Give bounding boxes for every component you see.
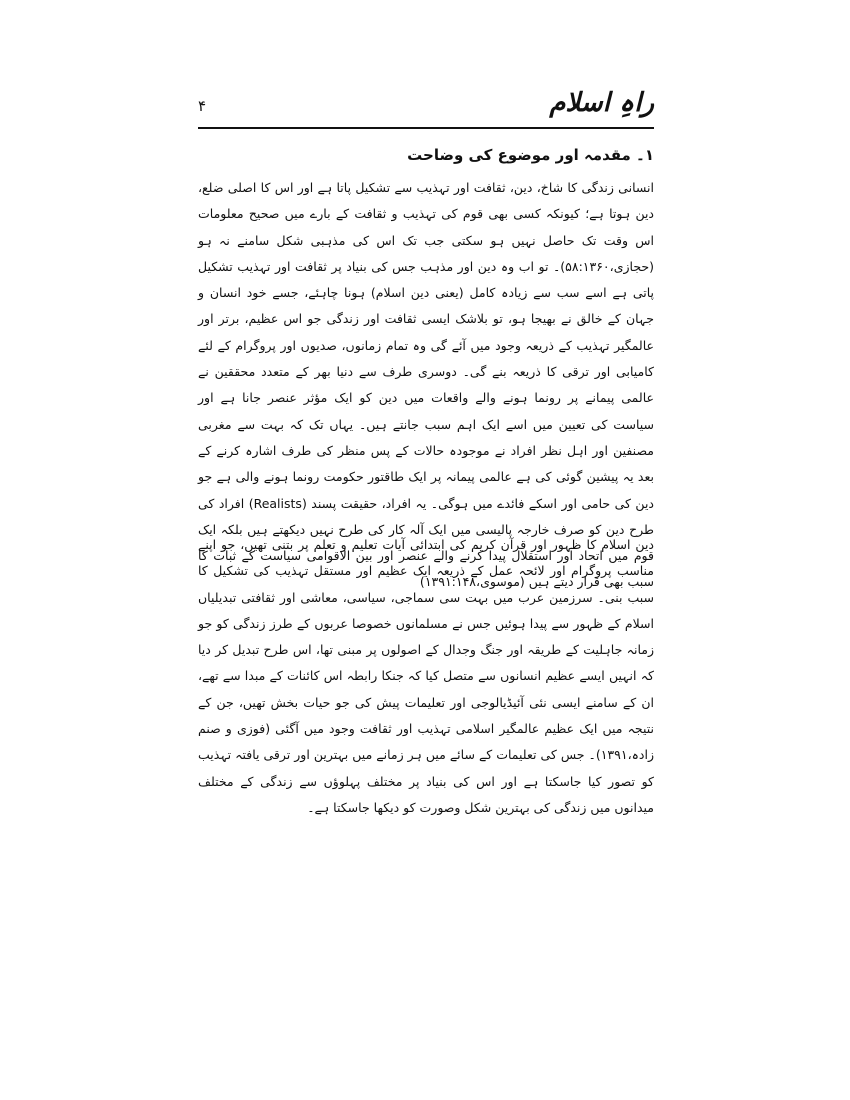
- body-paragraph-2: دین اسلام کا ظہور اور قرآن کریم کی ابتدائی آیات تعلیم و تعلم پر بتنی تھیں، جو اپنے مناسب پروگرام اور لائحہ عمل کے ذریعہ ایک عظیم اور مستقل تہذیب کی تشکیل کا سبب بنی۔ سرزمین عرب میں بہت سی سماجی، سیاسی، معاشی اور ثقافتی تبدیلیاں اسلام کے ظہور سے پیدا ہوئیں جس نے مسلمانوں خصوصا عربوں کے طرز زندگی کو جو زمانہ جاہلیت کے طریقہ اور جنگ وجدال کے اصولوں پر مبنی تھا، اس طرح تبدیل کر دیا کہ انہیں ایسے عظیم انسانوں سے متصل کیا کہ جنکا رابطہ اس کائنات کے مبدا سے تھے، ان کے سامنے ایسی نئی آئیڈیالوجی اور تعلیمات پیش کی جو حیات بخش تھیں، جن کے نتیجہ میں ایک عظیم عالمگیر اسلامی تہذیب اور ثقافت وجود میں آگئی (فوزی و صنم زادہ،۱۳۹۱)۔ جس کی تعلیمات کے سائے میں ہر زمانے میں بہترین اور ترقی یافتہ تہذیب کو تصور کیا جاسکتا ہے اور اس کی بنیاد پر مختلف پہلوؤں سے زندگی کے مختلف میدانوں میں زندگی کی بہترین شکل وصورت کو دیکھا جاسکتا ہے۔: [198, 537, 654, 815]
- running-header: [198, 86, 654, 126]
- running-title: راہِ اسلام: [549, 88, 654, 118]
- header-rule: [198, 127, 654, 129]
- page-number: ۴: [198, 97, 207, 115]
- body-paragraph-1: انسانی زندگی کا شاخ، دین، ثقافت اور تہذیب سے تشکیل پاتا ہے اور اس کا اصلی ضلع، دین ہوتا ہے؛ کیونکہ کسی بھی قوم کی تہذیب و ثقافت کے بارے میں صحیح معلومات اس وقت تک حاصل نہیں ہو سکتی جب تک اس کی مذہبی شکل سامنے نہ ہو (حجازی،۵۸:۱۳۶۰)۔ تو اب وہ دین اور مذہب جس کی بنیاد پر ثقافت اور تہذیب تشکیل پاتی ہے اسے سب سے زیادہ کامل (یعنی دین اسلام) ہونا چاہئے، جسے خود انسان و جہان کے خالق نے بھیجا ہو، تو بلاشک ایسی ثقافت اور زندگی جو اس عظیم، برتر اور عالمگیر تہذیب کے ذریعہ وجود میں آئے گی وہ تمام زمانوں، صدیوں اور پروگرام کے لئے کامیابی اور ترقی کا ذریعہ بنے گی۔ دوسری طرف سے دنیا بھر کے متعدد محققین نے عالمی پیمانے پر رونما ہونے والے واقعات میں دین کو ایک مؤثر عنصر جانا ہے اور سیاست کی تعیین میں اسے ایک اہم سبب جانتے ہیں۔ یہاں تک کہ بہت سے مغربی مصنفین اور اہل نظر افراد نے موجودہ حالات کے پس منظر کی طرف اشارہ کرنے کے بعد یہ پیشین گوئی کی ہے عالمی پیمانہ پر ایک طاقتور حکومت رونما ہونے والی ہے جو دین کی حامی اور اسکے فائدے میں ہوگی۔ یہ افراد، حقیقت پسند (Realists) افراد کی طرح دین کو صرف خارجہ پالیسی میں ایک آلہ کار کی طرح نہیں دیکھتے ہیں بلکہ ایک قوم میں اتحاد اور استقلال پیدا کرنے والے عنصر اور بین الاقوامی سیاست کے ثبات کا سبب بھی قرار دیتے ہیں (موسوی،۱۳۹۱:۱۴۸): [198, 180, 654, 590]
- section-heading: ۱۔ مقدمہ اور موضوع کی وضاحت: [407, 146, 654, 164]
